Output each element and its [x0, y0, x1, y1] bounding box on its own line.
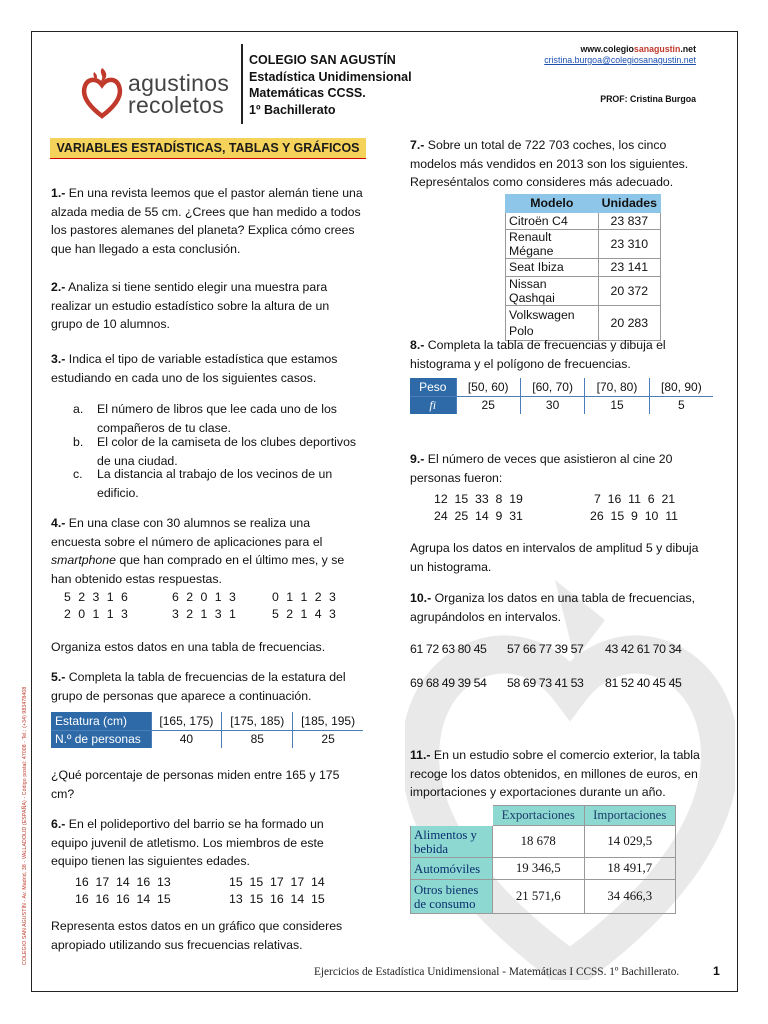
table-header: Importaciones: [584, 806, 676, 826]
header-info: [249, 52, 412, 118]
table-cell: 85: [222, 730, 293, 748]
item-c-letter: c.: [73, 467, 83, 481]
data-value: 12 15 33 8 19: [434, 492, 523, 506]
data-value: 3 2 1 3 1: [172, 607, 236, 621]
data-value: 5 2 1 4 3: [272, 607, 336, 621]
question-3: [51, 350, 363, 387]
question-6-text: En el polideportivo del barrio se ha formado un equipo juvenil de atletismo. Los miembros de este equipo tienen las siguientes edades.: [51, 817, 324, 869]
data-value: 26 15 9 10 11: [590, 509, 678, 523]
question-10: [410, 589, 712, 626]
table-cell: Otros bienes de consumo: [411, 880, 493, 914]
sidebar-address-text: COLEGIO SAN AGUSTÍN - Av. Madrid, 38 - VALLADOLID (ESPAÑA) - Código postal: 47008 - Tel.: (+34) 983478408: [22, 686, 28, 965]
table-row: [411, 858, 676, 880]
question-5-subquestion: ¿Qué porcentaje de personas miden entre 165 y 175 cm?: [51, 768, 340, 801]
table-cell: 14 029,5: [584, 826, 676, 858]
table-cell: [50, 60): [456, 378, 520, 396]
question-3-text: Indica el tipo de variable estadística que estamos estudiando en cada uno de los siguientes casos.: [51, 352, 338, 385]
table-row: [506, 230, 661, 259]
header-divider: [241, 44, 243, 124]
question-5-text: Completa la tabla de frecuencias de la estatura del grupo de personas que aparece a continuación.: [51, 670, 346, 703]
table-cell: [60, 70): [520, 378, 584, 396]
question-4-number: 4.-: [51, 516, 66, 530]
table-cell: 18 491,7: [584, 858, 676, 880]
website-link[interactable]: [544, 44, 696, 55]
data-value: 81 52 40 45 45: [605, 676, 682, 690]
question-8-number: 8.-: [410, 338, 425, 352]
page-footer: Ejercicios de Estadística Unidimensional - Matemáticas I CCSS. 1º Bachillerato.: [314, 966, 680, 978]
data-value: 15 15 17 17 14: [229, 875, 325, 889]
table-cell: 21 571,6: [493, 880, 585, 914]
data-value: 61 72 63 80 45: [410, 642, 487, 656]
question-2: [51, 278, 363, 334]
table-cell: 34 466,3: [584, 880, 676, 914]
table-cell: 5: [649, 396, 713, 414]
table-header: Exportaciones: [493, 806, 585, 826]
weight-frequency-table: [410, 378, 713, 414]
course-name: Matemáticas CCSS.: [249, 86, 366, 100]
question-11-text: En un estudio sobre el comercio exterior, la tabla recoge los datos obtenidos, en millones de euros, en importaciones y exportaciones durante un año.: [410, 748, 700, 800]
question-2-text: Analiza si tiene sentido elegir una muestra para realizar un estudio estadístico sobre la altura de un grupo de 10 alumnos.: [51, 280, 330, 332]
height-frequency-table: [51, 712, 363, 748]
data-value: 6 2 0 1 3: [172, 590, 236, 604]
section-banner: VARIABLES ESTADÍSTICAS, TABLAS Y GRÁFICOS: [50, 138, 366, 159]
question-7-text: Sobre un total de 722 703 coches, los cinco modelos más vendidos en 2013 son los siguientes. Represéntalos como consideres más adecuado.: [410, 138, 689, 190]
table-cell: 18 678: [493, 826, 585, 858]
question-4-emphasis: smartphone: [51, 553, 116, 568]
item-a-letter: a.: [73, 402, 84, 416]
table-row: [411, 880, 676, 914]
table-cell: 20 283: [598, 305, 660, 340]
data-value: 69 68 49 39 54: [410, 676, 487, 690]
question-6-number: 6.-: [51, 817, 66, 831]
data-value: 0 1 1 2 3: [272, 590, 336, 604]
question-6-instruction: Representa estos datos en un gráfico que consideres apropiado utilizando sus frecuencias relativas.: [51, 919, 343, 952]
subject-name: Estadística Unidimensional: [249, 69, 412, 84]
table-cell: Renault Mégane: [506, 230, 599, 259]
table-cell: [175, 185): [222, 712, 293, 730]
table-header: Modelo: [506, 195, 599, 213]
level-name: 1º Bachillerato: [249, 102, 336, 117]
car-sales-table: [505, 194, 661, 341]
table-cell: 23 141: [598, 259, 660, 277]
data-value: 5 2 3 1 6: [64, 590, 128, 604]
question-8-text: Completa la tabla de frecuencias y dibuja el histograma y el polígono de frecuencias.: [410, 338, 666, 371]
data-value: 58 69 73 41 53: [507, 676, 584, 690]
question-9-number: 9.-: [410, 452, 425, 466]
question-3-number: 3.-: [51, 352, 66, 366]
question-10-text: Organiza los datos en una tabla de frecuencias, agrupándolos en intervalos.: [410, 591, 696, 624]
table-cell: 23 310: [598, 230, 660, 259]
website-prefix: www.colegio: [580, 44, 634, 54]
professor-name: PROF: Cristina Burgoa: [600, 94, 696, 104]
table-cell: Alimentos y bebida: [411, 826, 493, 858]
item-b-text: El color de la camiseta de los clubes deportivos de una ciudad.: [97, 435, 357, 468]
table-cell: 25: [456, 396, 520, 414]
table-row: [506, 259, 661, 277]
table-cell: [70, 80): [585, 378, 649, 396]
header-contact: [544, 44, 696, 66]
table-cell: [80, 90): [649, 378, 713, 396]
item-b-letter: b.: [73, 435, 84, 449]
table-cell: [165, 175): [151, 712, 222, 730]
question-4-instruction: Organiza estos datos en una tabla de frecuencias.: [51, 640, 326, 654]
question-11: [410, 746, 712, 802]
table-cell: 30: [520, 396, 584, 414]
logo-wordmark: [128, 72, 229, 116]
item-c-text: La distancia al trabajo de los vecinos de un edificio.: [97, 467, 333, 500]
table-cell: Citroën C4: [506, 212, 599, 230]
logo-text-line-1: agustinos: [128, 70, 230, 96]
data-value: 7 16 11 6 21: [594, 492, 676, 506]
table-header: Peso: [410, 378, 456, 396]
logo-text-line-2: recoletos: [128, 92, 225, 118]
sidebar-address: [22, 545, 34, 965]
question-4-text-b: que han comprado en el último mes, y se han obtenido estas respuestas.: [51, 553, 345, 586]
question-5: [51, 668, 363, 705]
question-8: [410, 336, 712, 373]
table-header: Unidades: [598, 195, 660, 213]
question-1-text: En una revista leemos que el pastor alemán tiene una alzada media de 55 cm. ¿Crees que han medido a todos los pastores alemanes del planeta? Explica cómo crees que han llegado a esta conclusión.: [51, 186, 363, 256]
trade-table: [410, 805, 676, 914]
school-name: COLEGIO SAN AGUSTÍN: [249, 53, 396, 67]
question-4: [51, 514, 363, 588]
table-cell: 20 372: [598, 276, 660, 305]
website-suffix: .net: [680, 44, 696, 54]
question-7-number: 7.-: [410, 138, 425, 152]
question-5-number: 5.-: [51, 670, 66, 684]
table-row: [506, 276, 661, 305]
question-2-number: 2.-: [51, 280, 66, 294]
data-value: 24 25 14 9 31: [434, 509, 523, 523]
question-7: [410, 136, 712, 192]
data-value: 16 16 16 14 15: [75, 892, 171, 906]
table-cell: 25: [293, 730, 363, 748]
table-header: fi: [410, 396, 456, 414]
data-value: 13 15 16 14 15: [229, 892, 325, 906]
table-cell: 23 837: [598, 212, 660, 230]
table-cell: 19 346,5: [493, 858, 585, 880]
page-number: 1: [713, 964, 720, 978]
table-row: [411, 826, 676, 858]
table-cell: [185, 195): [293, 712, 363, 730]
data-value: 16 17 14 16 13: [75, 875, 171, 889]
data-value: 57 66 77 39 57: [507, 642, 584, 656]
email-link[interactable]: cristina.burgoa@colegiosanagustin.net: [544, 55, 696, 65]
question-6: [51, 815, 363, 871]
table-corner: [411, 806, 493, 826]
school-logo: [80, 64, 240, 120]
table-header: N.º de personas: [51, 730, 151, 748]
question-11-number: 11.-: [410, 748, 431, 762]
website-highlight: sanagustin: [633, 44, 681, 54]
question-1: [51, 184, 363, 258]
question-4-text-a: En una clase con 30 alumnos se realiza una encuesta sobre el número de aplicaciones para el: [51, 516, 323, 549]
table-cell: 40: [151, 730, 222, 748]
question-9: [410, 450, 712, 487]
question-10-number: 10.-: [410, 591, 432, 605]
table-cell: 15: [585, 396, 649, 414]
table-cell: Seat Ibiza: [506, 259, 599, 277]
data-value: 2 0 1 1 3: [64, 607, 128, 621]
heart-flame-icon: [80, 64, 124, 120]
question-1-number: 1.-: [51, 186, 66, 200]
table-cell: Nissan Qashqai: [506, 276, 599, 305]
table-row: [506, 212, 661, 230]
question-9-text: El número de veces que asistieron al cine 20 personas fueron:: [410, 452, 673, 485]
table-cell: Automóviles: [411, 858, 493, 880]
data-value: 43 42 61 70 34: [605, 642, 682, 656]
item-a-text: El número de libros que lee cada uno de los compañeros de tu clase.: [97, 402, 337, 435]
table-header: Estatura (cm): [51, 712, 151, 730]
question-9-instruction: Agrupa los datos en intervalos de amplitud 5 y dibuja un histograma.: [410, 541, 699, 574]
table-cell: Volkswagen Polo: [506, 305, 599, 340]
